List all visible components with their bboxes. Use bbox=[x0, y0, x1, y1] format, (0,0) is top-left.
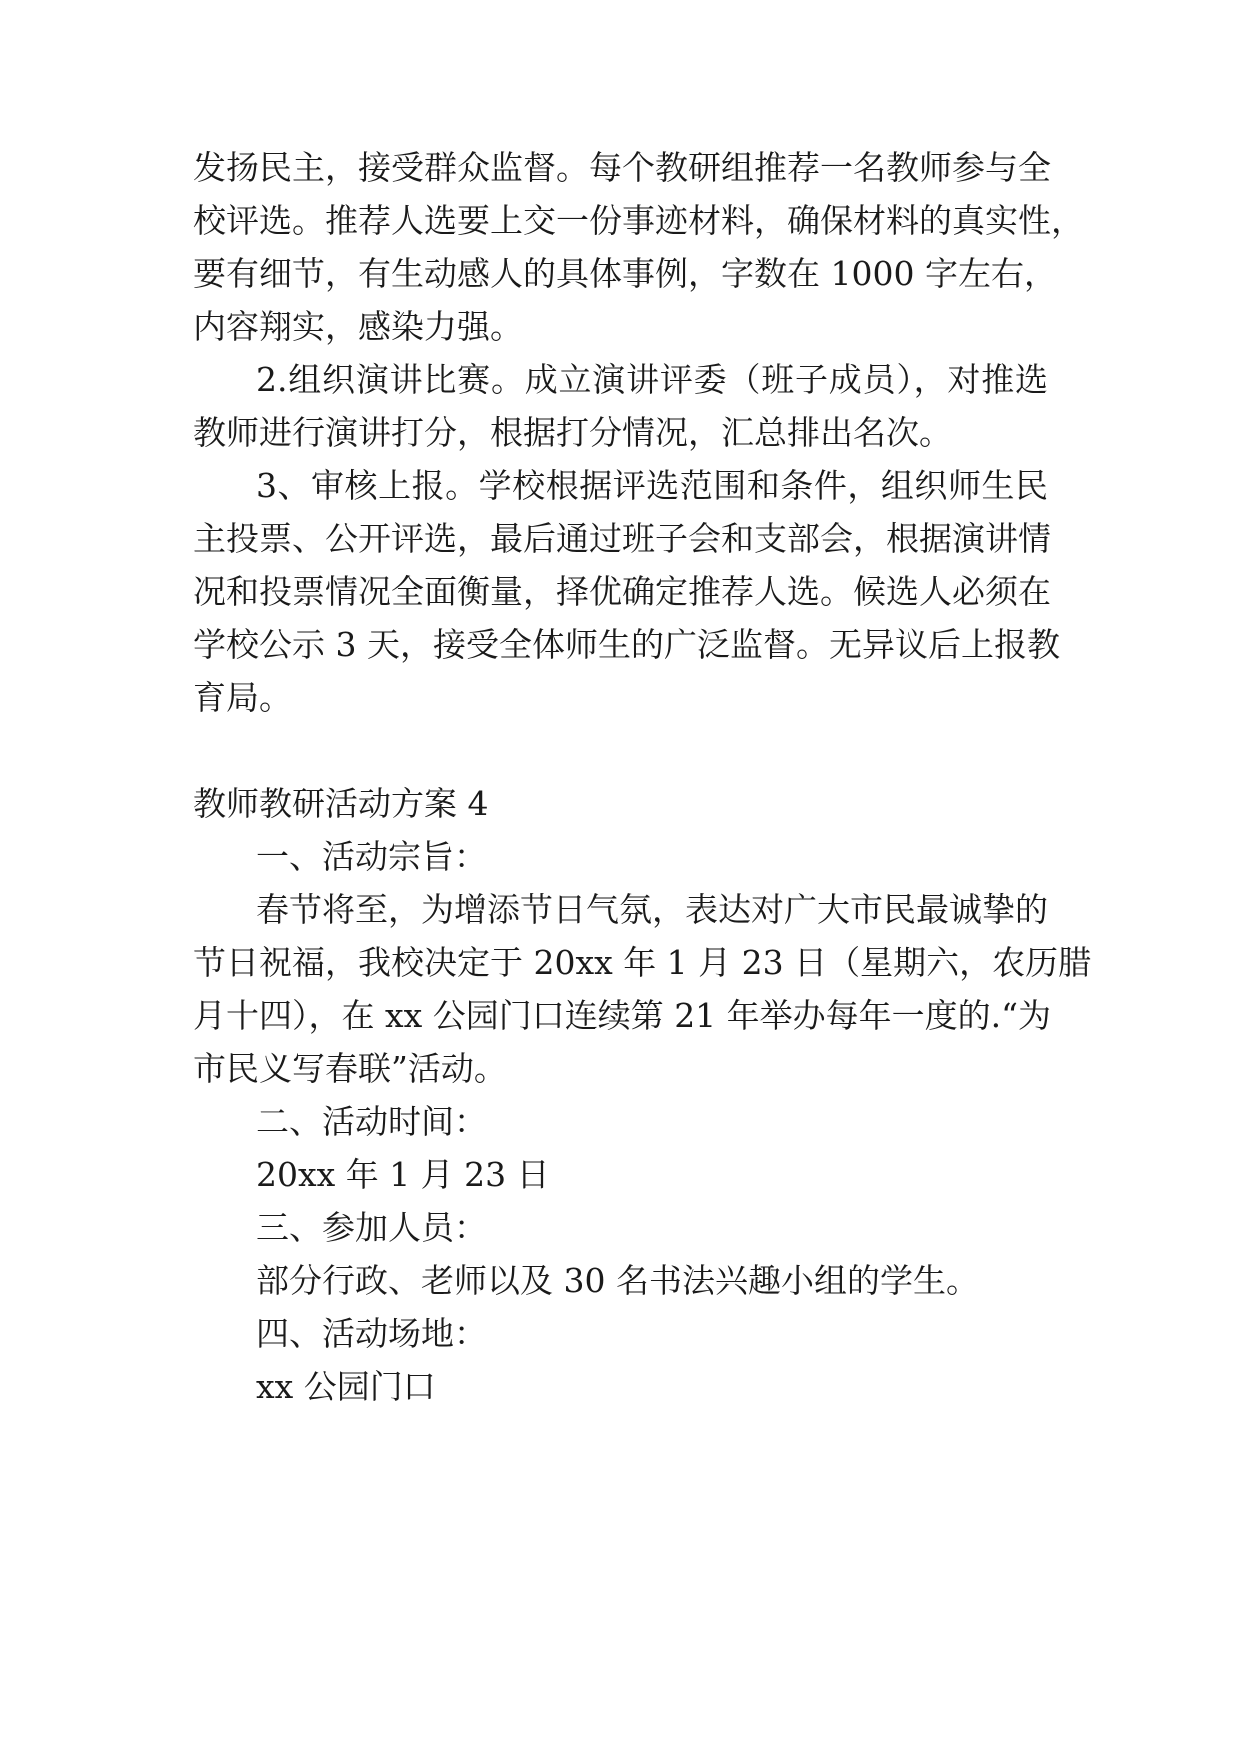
text-line: 3、审核上报。学校根据评选范围和条件，组织师生民 bbox=[256, 466, 1048, 505]
text-line: 要有细节，有生动感人的具体事例，字数在 1000 字左右， bbox=[193, 254, 1057, 293]
text-line: 主投票、公开评选，最后通过班子会和支部会，根据演讲情 bbox=[193, 519, 1051, 558]
section-heading: 一、活动宗旨： bbox=[256, 837, 487, 876]
text-line: 学校公示 3 天，接受全体师生的广泛监督。无异议后上报教 bbox=[193, 625, 1060, 664]
text-line: 况和投票情况全面衡量，择优确定推荐人选。候选人必须在 bbox=[193, 572, 1051, 611]
section-heading: 二、活动时间： bbox=[256, 1102, 487, 1141]
text-line: 内容翔实，感染力强。 bbox=[193, 307, 523, 346]
text-line: 育局。 bbox=[193, 678, 292, 717]
text-line: 市民义写春联”活动。 bbox=[193, 1049, 507, 1088]
text-line: 部分行政、老师以及 30 名书法兴趣小组的学生。 bbox=[256, 1261, 979, 1300]
text-line: 教师进行演讲打分，根据打分情况，汇总排出名次。 bbox=[193, 413, 952, 452]
section-heading: 四、活动场地： bbox=[256, 1314, 487, 1353]
text-line: xx 公园门口 bbox=[256, 1367, 436, 1406]
section-title: 教师教研活动方案 4 bbox=[193, 784, 489, 823]
text-line: 20xx 年 1 月 23 日 bbox=[256, 1155, 550, 1194]
text-line: 节日祝福，我校决定于 20xx 年 1 月 23 日（星期六，农历腊 bbox=[193, 943, 1092, 982]
section-heading: 三、参加人员： bbox=[256, 1208, 487, 1247]
text-line: 春节将至，为增添节日气氛，表达对广大市民最诚挚的 bbox=[256, 890, 1048, 929]
text-line: 校评选。推荐人选要上交一份事迹材料，确保材料的真实性， bbox=[193, 201, 1084, 240]
text-line: 月十四），在 xx 公园门口连续第 21 年举办每年一度的.“为 bbox=[193, 996, 1052, 1035]
text-line: 2.组织演讲比赛。成立演讲评委（班子成员），对推选 bbox=[256, 360, 1048, 399]
text-line: 发扬民主，接受群众监督。每个教研组推荐一名教师参与全 bbox=[193, 148, 1051, 187]
